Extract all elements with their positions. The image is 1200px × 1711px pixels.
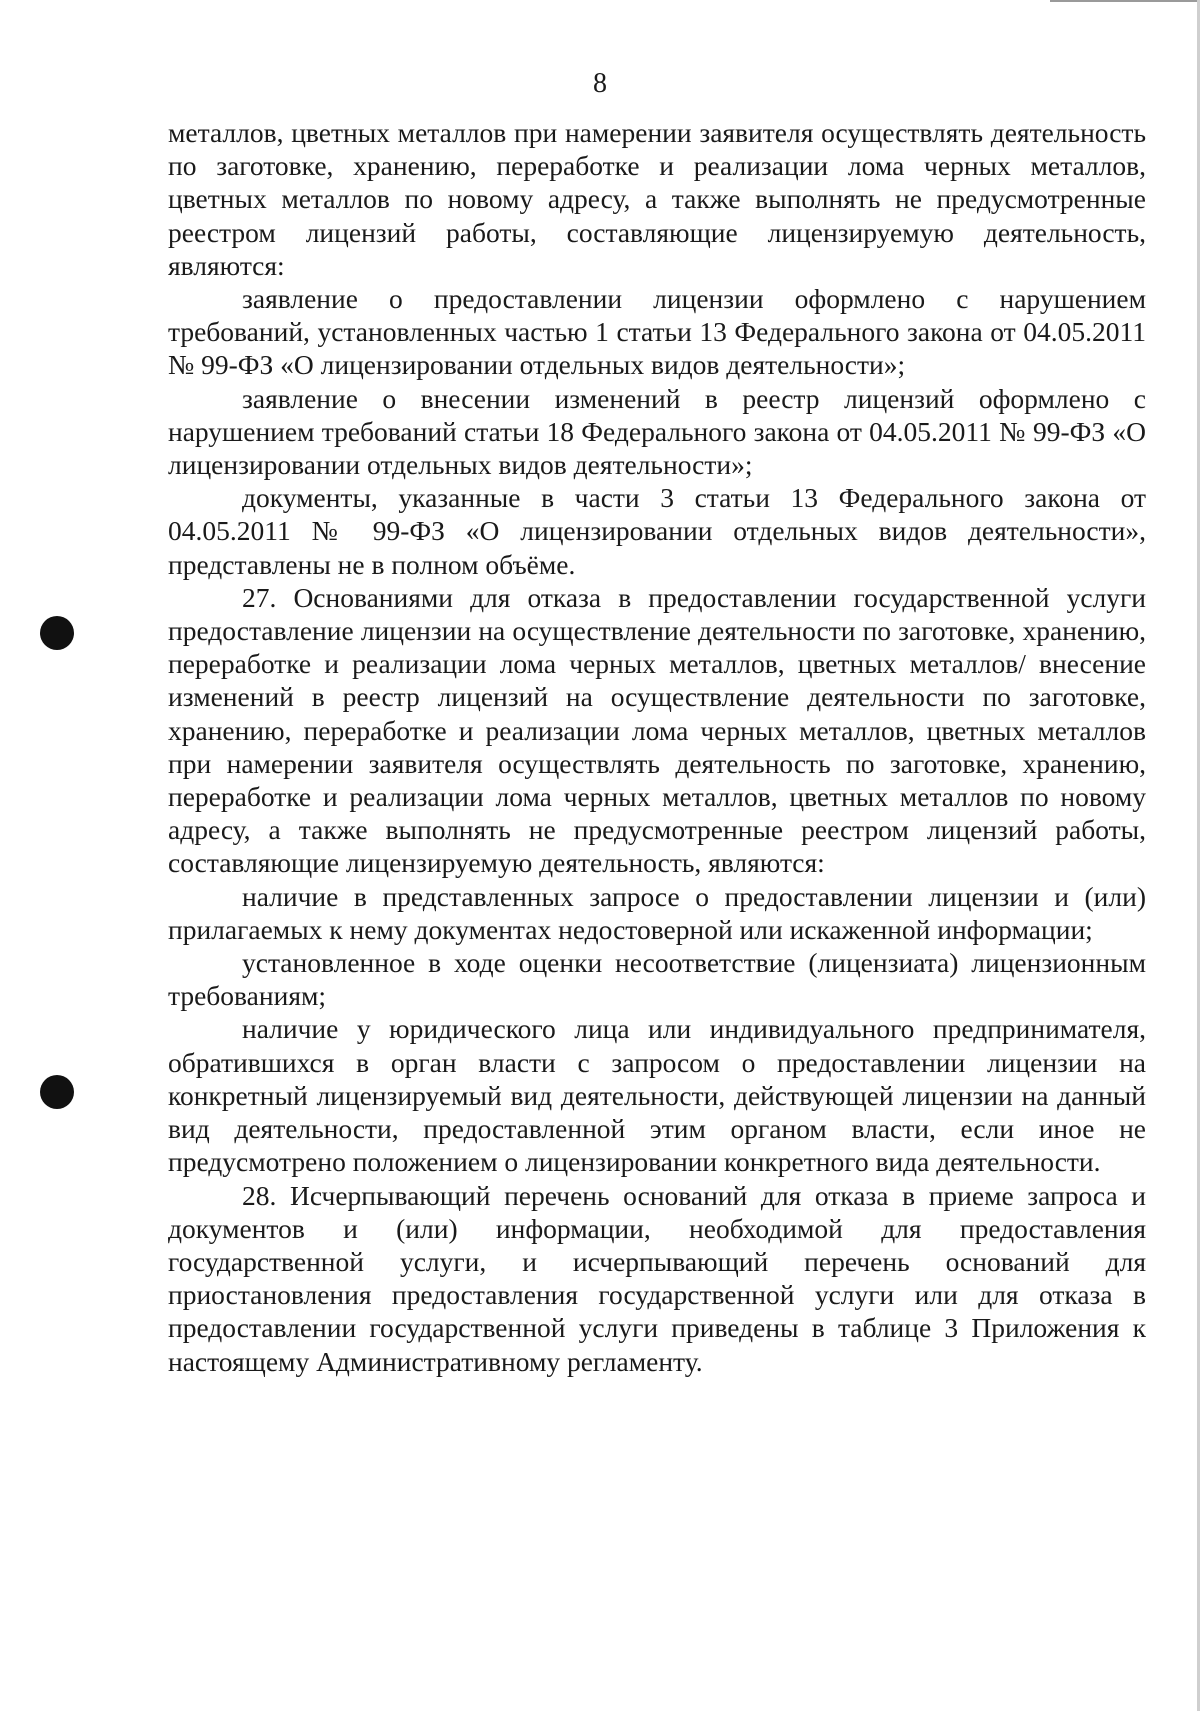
paragraph: заявление о предоставлении лицензии оформлено с нарушением требований, установленных частью 1 статьи 13 Федерального закона от 04.05.2011 № 99-ФЗ «О лицензировании отдельных видов деятельности»; [168,283,1146,381]
paragraph-item-28: 28. Исчерпывающий перечень оснований для отказа в приеме запроса и документов и (или) информации, необходимой для предоставления государственной услуги, и исчерпывающий перечень оснований для приостановления предоставления государственной услуги или для отказа в предоставлении государственной услуги приведены в таблице 3 Приложения к настоящему Административному регламенту. [168,1179,1146,1377]
paragraph: документы, указанные в части 3 статьи 13 Федерального закона от 04.05.2011 № 99-ФЗ «О лицензировании отдельных видов деятельности», представлены не в полном объёме. [168,482,1146,580]
paragraph: наличие у юридического лица или индивидуального предпринимателя, обратившихся в орган власти с запросом о предоставлении лицензии на конкретный лицензируемый вид деятельности, действующей лицензии на данный вид деятельности, предоставленной этим органом власти, если иное не предусмотрено положением о лицензировании конкретного вида деятельности. [168,1013,1146,1178]
page-number: 8 [593,68,607,99]
paragraph-continuation: металлов, цветных металлов при намерении заявителя осуществлять деятельность по заготовке, хранению, переработке и реализации лома черных металлов, цветных металлов по новому адресу, а также выполнять не предусмотренные реестром лицензий работы, составляющие лицензируемую деятельность, являются: [168,117,1146,281]
paragraph: заявление о внесении изменений в реестр лицензий оформлено с нарушением требований статьи 18 Федерального закона от 04.05.2011 № 99-ФЗ «О лицензировании отдельных видов деятельности»; [168,382,1146,481]
paragraph: установленное в ходе оценки несоответствие (лицензиата) лицензионным требованиям; [168,947,1146,1012]
punch-hole-icon [40,616,74,650]
document-body [168,116,1146,1378]
scan-edge-mark [1050,0,1200,2]
paragraph-item-27: 27. Основаниями для отказа в предоставлении государственной услуги предоставление лицензии на осуществление деятельности по заготовке, хранению, переработке и реализации лома черных металлов, цветных металлов/ внесение изменений в реестр лицензий на осуществление деятельности по заготовке, хранению, переработке и реализации лома черных металлов, цветных металлов при намерении заявителя осуществлять деятельность по заготовке, хранению, переработке и реализации лома черных металлов, цветных металлов по новому адресу, а также выполнять не предусмотренные реестром лицензий работы, составляющие лицензируемую деятельность, являются: [168,581,1146,879]
punch-hole-icon [40,1075,74,1109]
paragraph: наличие в представленных запросе о предоставлении лицензии и (или) прилагаемых к нему документах недостоверной или искаженной информации; [168,880,1146,945]
